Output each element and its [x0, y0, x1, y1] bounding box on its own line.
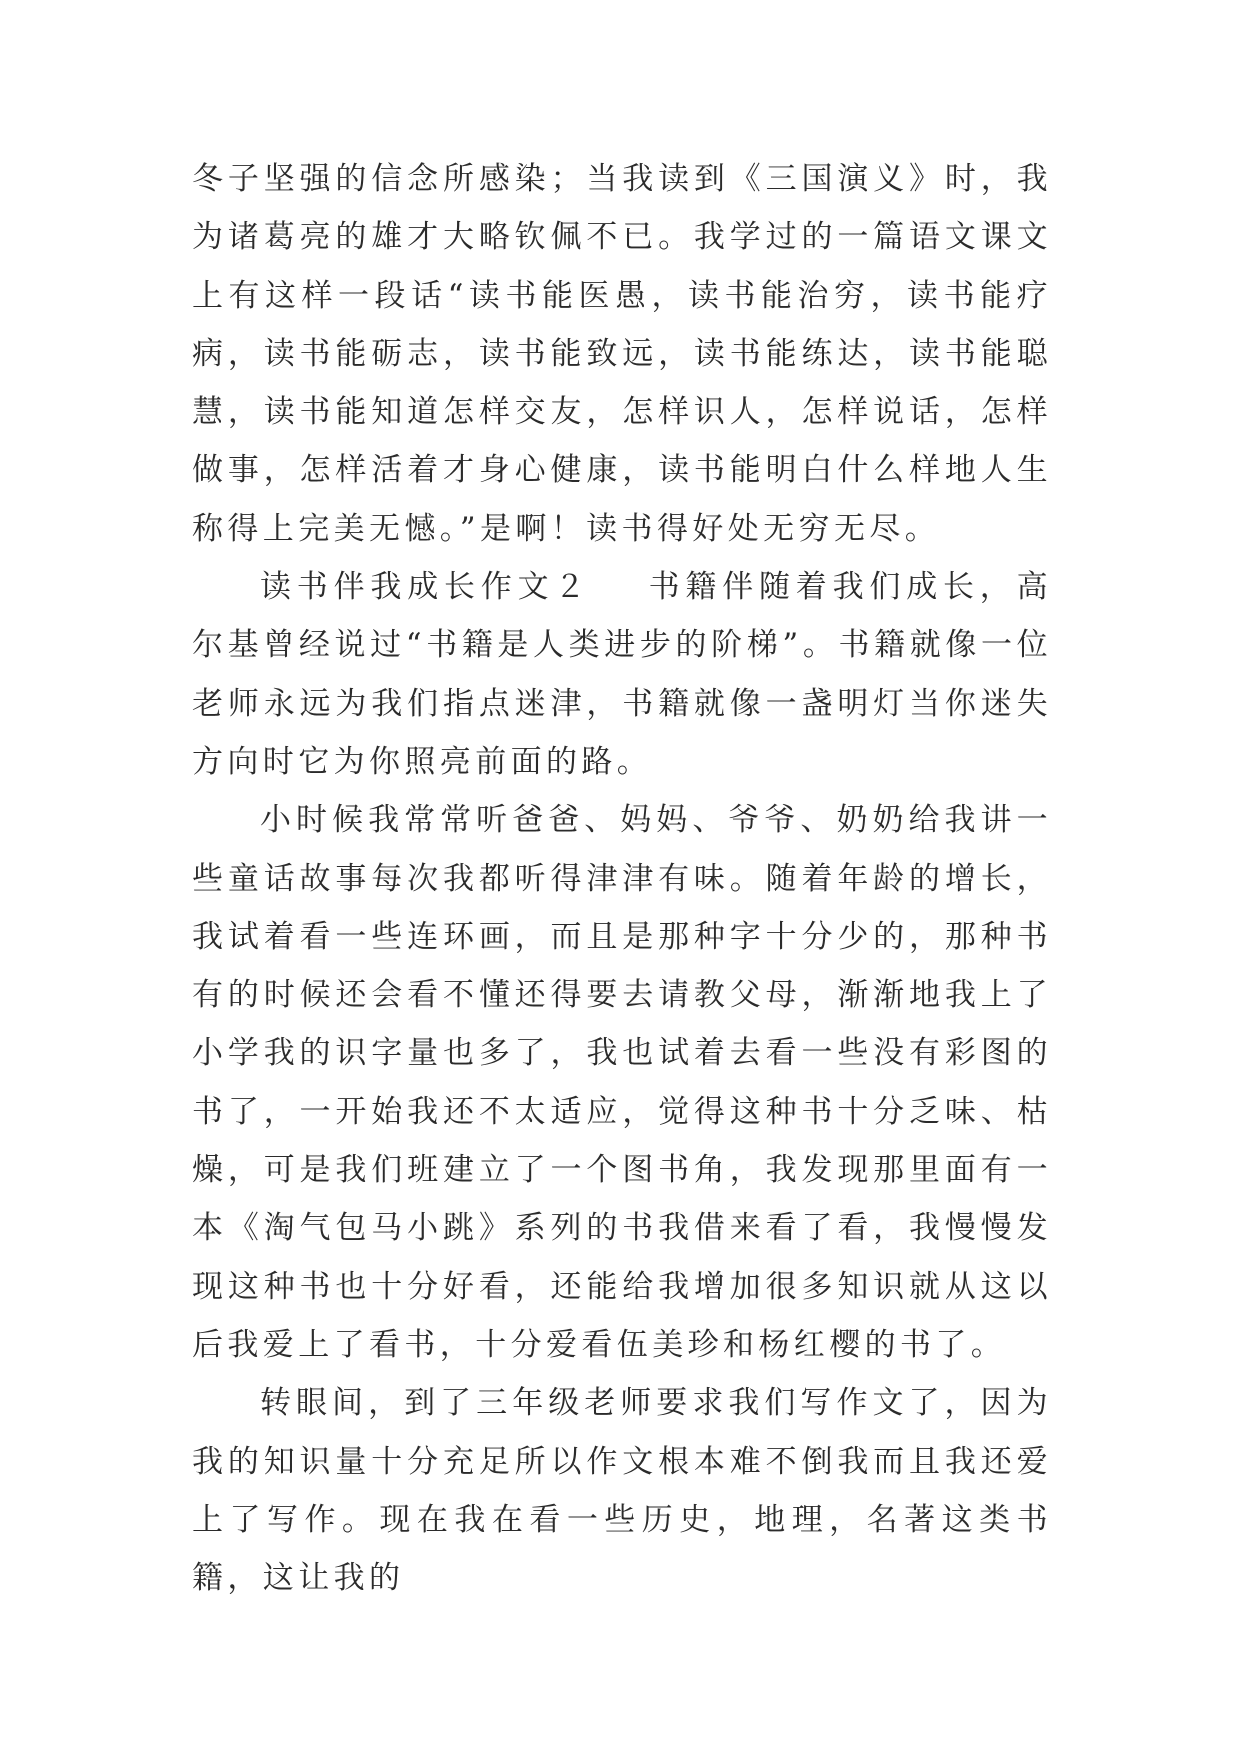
essay-title: 读书伴我成长作文２	[260, 569, 592, 606]
paragraph-continuation: 冬子坚强的信念所感染；当我读到《三国演义》时，我为诸葛亮的雄才大略钦佩不已。我学过的一篇语文课文上有这样一段话“读书能医愚，读书能治穷，读书能疗病，读书能砺志，读书能致远，读书能练达，读书能聪慧，读书能知道怎样交友，怎样识人，怎样说话，怎样做事，怎样活着才身心健康，读书能明白什么样地人生称得上完美无憾。”是啊！读书得好处无穷无尽。	[192, 161, 1052, 547]
paragraph-third-grade: 转眼间，到了三年级老师要求我们写作文了，因为我的知识量十分充足所以作文根本难不倒我而且我还爱上了写作。现在我在看一些历史，地理，名著这类书籍，这让我的	[192, 1385, 1052, 1597]
essay-heading-paragraph	[192, 558, 1052, 791]
paragraph-childhood: 小时候我常常听爸爸、妈妈、爷爷、奶奶给我讲一些童话故事每次我都听得津津有味。随着年龄的增长，我试着看一些连环画，而且是那种字十分少的，那种书有的时候还会看不懂还得要去请教父母，渐渐地我上了小学我的识字量也多了，我也试着去看一些没有彩图的书了，一开始我还不太适应，觉得这种书十分乏味、枯燥，可是我们班建立了一个图书角，我发现那里面有一本《淘气包马小跳》系列的书我借来看了看，我慢慢发现这种书也十分好看，还能给我增加很多知识就从这以后我爱上了看书，十分爱看伍美珍和杨红樱的书了。	[192, 802, 1052, 1363]
paragraph-intro: 书籍伴随着我们成长，高尔基曾经说过“书籍是人类进步的阶梯”。书籍就像一位老师永远为我们指点迷津，书籍就像一盏明灯当你迷失方向时它为你照亮前面的路。	[192, 569, 1052, 780]
essay-body	[192, 150, 1052, 1607]
